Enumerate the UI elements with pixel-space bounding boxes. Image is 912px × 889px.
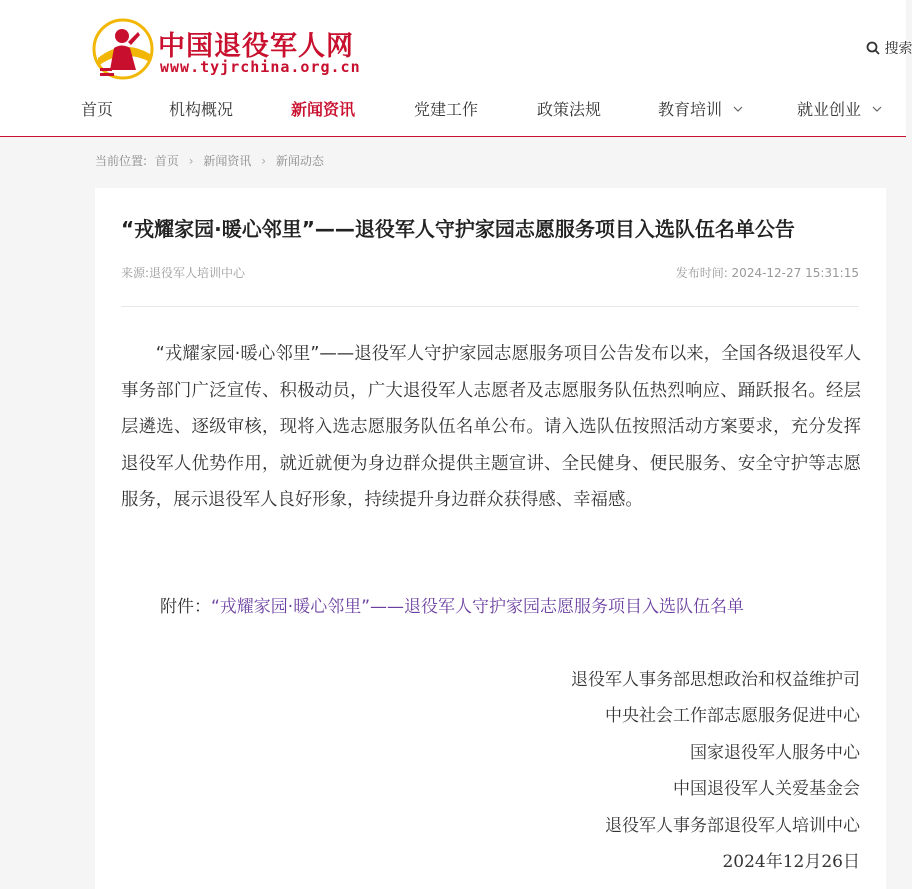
signer-list (571, 662, 860, 880)
chevron-right-icon: › (261, 154, 267, 168)
signer: 中央社会工作部志愿服务促进中心 (605, 706, 860, 727)
soldier-salute-emblem-icon (92, 18, 154, 80)
search-icon (866, 41, 880, 55)
signer: 退役军人事务部思想政治和权益维护司 (571, 670, 860, 690)
nav-item-party[interactable]: 党建工作 (414, 100, 479, 119)
chevron-down-icon (733, 105, 743, 113)
breadcrumb-prefix: 当前位置: (95, 154, 148, 168)
search-button[interactable] (866, 38, 912, 58)
chevron-right-icon: › (188, 154, 194, 168)
nav-item-home[interactable]: 首页 (81, 100, 114, 119)
main-nav (0, 92, 906, 128)
article-publish-time: 发布时间: 2024-12-27 15:31:15 (675, 266, 859, 280)
article-body: “戎耀家园·暖心邻里”——退役军人守护家园志愿服务项目公告发布以来，全国各级退役军人事务部门广泛宣传、积极动员，广大退役军人志愿者及志愿服务队伍热烈响应、踊跃报名。经层层遴选、逐级审核，现将入选志愿服务队伍名单公布。请入选队伍按照活动方案要求，充分发挥退役军人优势作用，就近就便为身边群众提供主题宣讲、全民健身、便民服务、安全守护等志愿服务，展示退役军人良好形象，持续提升身边群众获得感、幸福感。 (121, 344, 861, 510)
attachment (160, 592, 744, 622)
breadcrumb-home[interactable]: 首页 (154, 154, 179, 168)
attachment-label: 附件： (160, 597, 211, 617)
nav-item-news[interactable]: 新闻资讯 (291, 100, 356, 119)
article-title: “戎耀家园·暖心邻里”——退役军人守护家园志愿服务项目入选队伍名单公告 (121, 217, 795, 241)
signer: 中国退役军人关爱基金会 (673, 779, 860, 800)
nav-item-about[interactable]: 机构概况 (169, 100, 234, 119)
search-label: 搜索 (884, 41, 912, 57)
nav-item-employment[interactable]: 就业创业 (797, 92, 882, 128)
breadcrumb-news-updates[interactable]: 新闻动态 (275, 154, 324, 168)
site-header (0, 0, 912, 137)
attachment-link[interactable]: “戎耀家园·暖心邻里”——退役军人守护家园志愿服务项目入选队伍名单 (211, 597, 745, 617)
breadcrumb-news[interactable]: 新闻资讯 (203, 154, 252, 168)
divider (121, 306, 859, 307)
site-logo[interactable] (92, 18, 362, 80)
article-source: 来源:退役军人培训中心 (121, 266, 246, 280)
nav-item-education[interactable]: 教育培训 (658, 92, 743, 128)
article-card (95, 188, 886, 889)
breadcrumb (95, 152, 324, 170)
nav-item-policy[interactable]: 政策法规 (537, 100, 602, 119)
chevron-down-icon (872, 105, 882, 113)
signer: 国家退役军人服务中心 (690, 742, 860, 763)
site-url: www.tyjrchina.org.cn (160, 58, 361, 76)
signer: 退役军人事务部退役军人培训中心 (605, 815, 860, 836)
site-title: 中国退役军人网 (158, 31, 354, 62)
signing-date: 2024年12月26日 (722, 852, 860, 873)
